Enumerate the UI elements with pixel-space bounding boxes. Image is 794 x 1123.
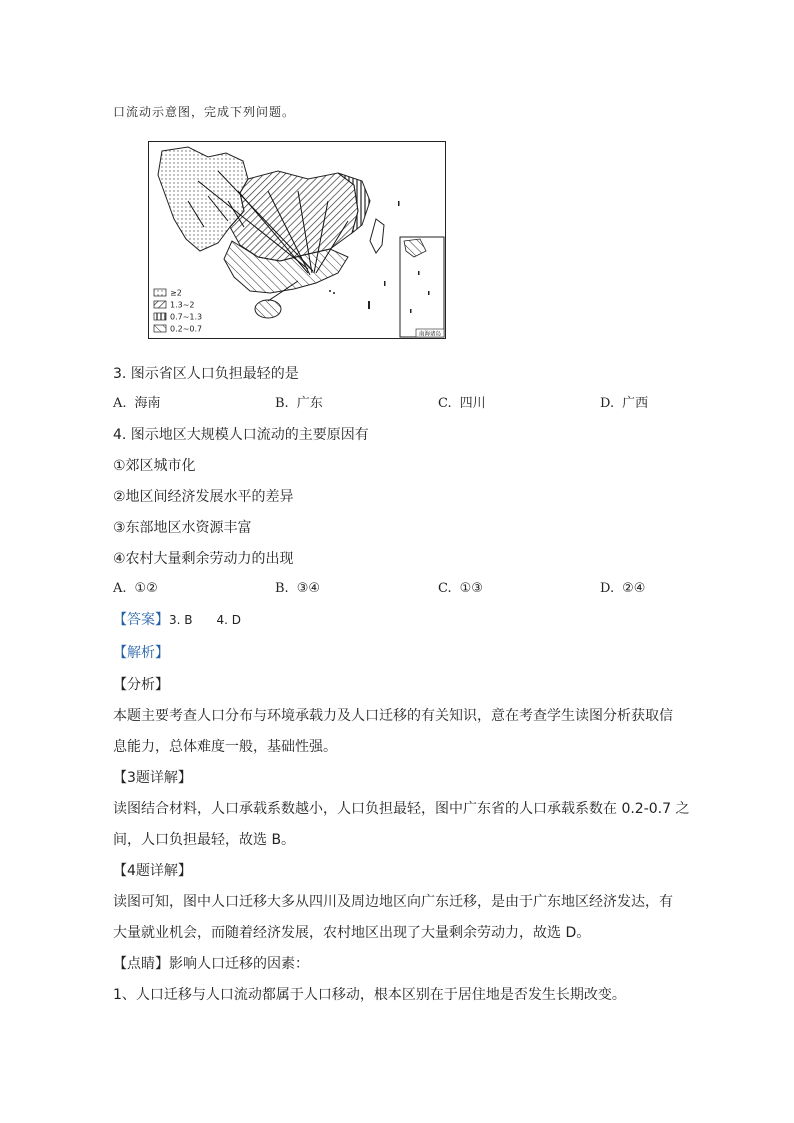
- option-letter: C.: [438, 581, 452, 596]
- intro-text: 口流动示意图，完成下列问题。: [113, 105, 296, 119]
- d3-label: 【3题详解】: [113, 770, 192, 786]
- q4-option-b[interactable]: [275, 579, 320, 599]
- q4-item: ④农村大量剩余劳动力的出现: [113, 551, 294, 567]
- option-text: ③④: [296, 581, 320, 596]
- option-letter: D.: [600, 581, 615, 596]
- south-sea-inset: [400, 237, 444, 338]
- q3-option-b[interactable]: [275, 394, 323, 414]
- q4-option-a[interactable]: [113, 579, 158, 599]
- q3-stem: 3. 图示省区人口负担最轻的是: [113, 366, 299, 382]
- option-letter: A.: [113, 396, 127, 411]
- answer-line: [113, 610, 241, 630]
- q4-item: ③东部地区水资源丰富: [113, 520, 252, 536]
- q4-stem: 4. 图示地区大规模人口流动的主要原因有: [113, 427, 369, 443]
- dianjing-label: 【点睛】: [113, 956, 169, 972]
- fenxi-label: 【分析】: [113, 677, 169, 693]
- legend-label: 0.7~1.3: [170, 312, 203, 322]
- option-letter: C.: [438, 396, 452, 411]
- q4-option-d[interactable]: [600, 579, 645, 599]
- d3-line: 读图结合材料，人口承载系数越小，人口负担最轻，图中广东省的人口承载系数在 0.2-0.7 之: [113, 801, 690, 817]
- region-hainan: [255, 300, 281, 318]
- answer-label: 【答案】: [113, 612, 169, 628]
- option-text: 海南: [134, 396, 161, 411]
- option-letter: B.: [275, 581, 289, 596]
- option-letter: B.: [275, 396, 289, 411]
- answer-values: 3. B 4. D: [169, 613, 242, 627]
- dianjing-line: [113, 954, 309, 974]
- q3-option-a[interactable]: [113, 394, 161, 414]
- analysis-label: 【解析】: [113, 645, 169, 661]
- option-letter: D.: [600, 396, 615, 411]
- option-text: ②④: [622, 581, 646, 596]
- d4-line: 大量就业机会，而随着经济发展，农村地区出现了大量剩余劳动力，故选 D。: [113, 925, 591, 941]
- option-text: 广西: [622, 396, 649, 411]
- last-line: 1、人口迁移与人口流动都属于人口移动，根本区别在于居住地是否发生长期改变。: [113, 987, 626, 1003]
- option-letter: A.: [113, 581, 127, 596]
- fenxi-line: 本题主要考查人口分布与环境承载力及人口迁移的有关知识，意在考查学生读图分析获取信: [113, 708, 673, 724]
- option-text: ①③: [459, 581, 483, 596]
- q3-option-c[interactable]: [438, 394, 486, 414]
- q4-item: ①郊区城市化: [113, 458, 196, 474]
- option-text: 四川: [459, 396, 486, 411]
- inset-label: 南海诸岛: [418, 331, 442, 338]
- legend-label: ≥2: [170, 288, 182, 298]
- option-text: ①②: [134, 581, 158, 596]
- d4-label: 【4题详解】: [113, 863, 192, 879]
- population-flow-map: [148, 141, 446, 339]
- q4-option-c[interactable]: [438, 579, 483, 599]
- dianjing-text: 影响人口迁移的因素：: [169, 956, 309, 972]
- option-text: 广东: [296, 396, 323, 411]
- legend-label: 1.3~2: [170, 300, 195, 310]
- q3-option-d[interactable]: [600, 394, 648, 414]
- fenxi-line: 息能力，总体难度一般，基础性强。: [113, 739, 337, 755]
- legend-label: 0.2~0.7: [170, 324, 203, 334]
- d3-line: 间，人口负担最轻，故选 B。: [113, 832, 296, 848]
- q4-item: ②地区间经济发展水平的差异: [113, 489, 294, 505]
- d4-line: 读图可知，图中人口迁移大多从四川及周边地区向广东迁移，是由于广东地区经济发达，有: [113, 894, 673, 910]
